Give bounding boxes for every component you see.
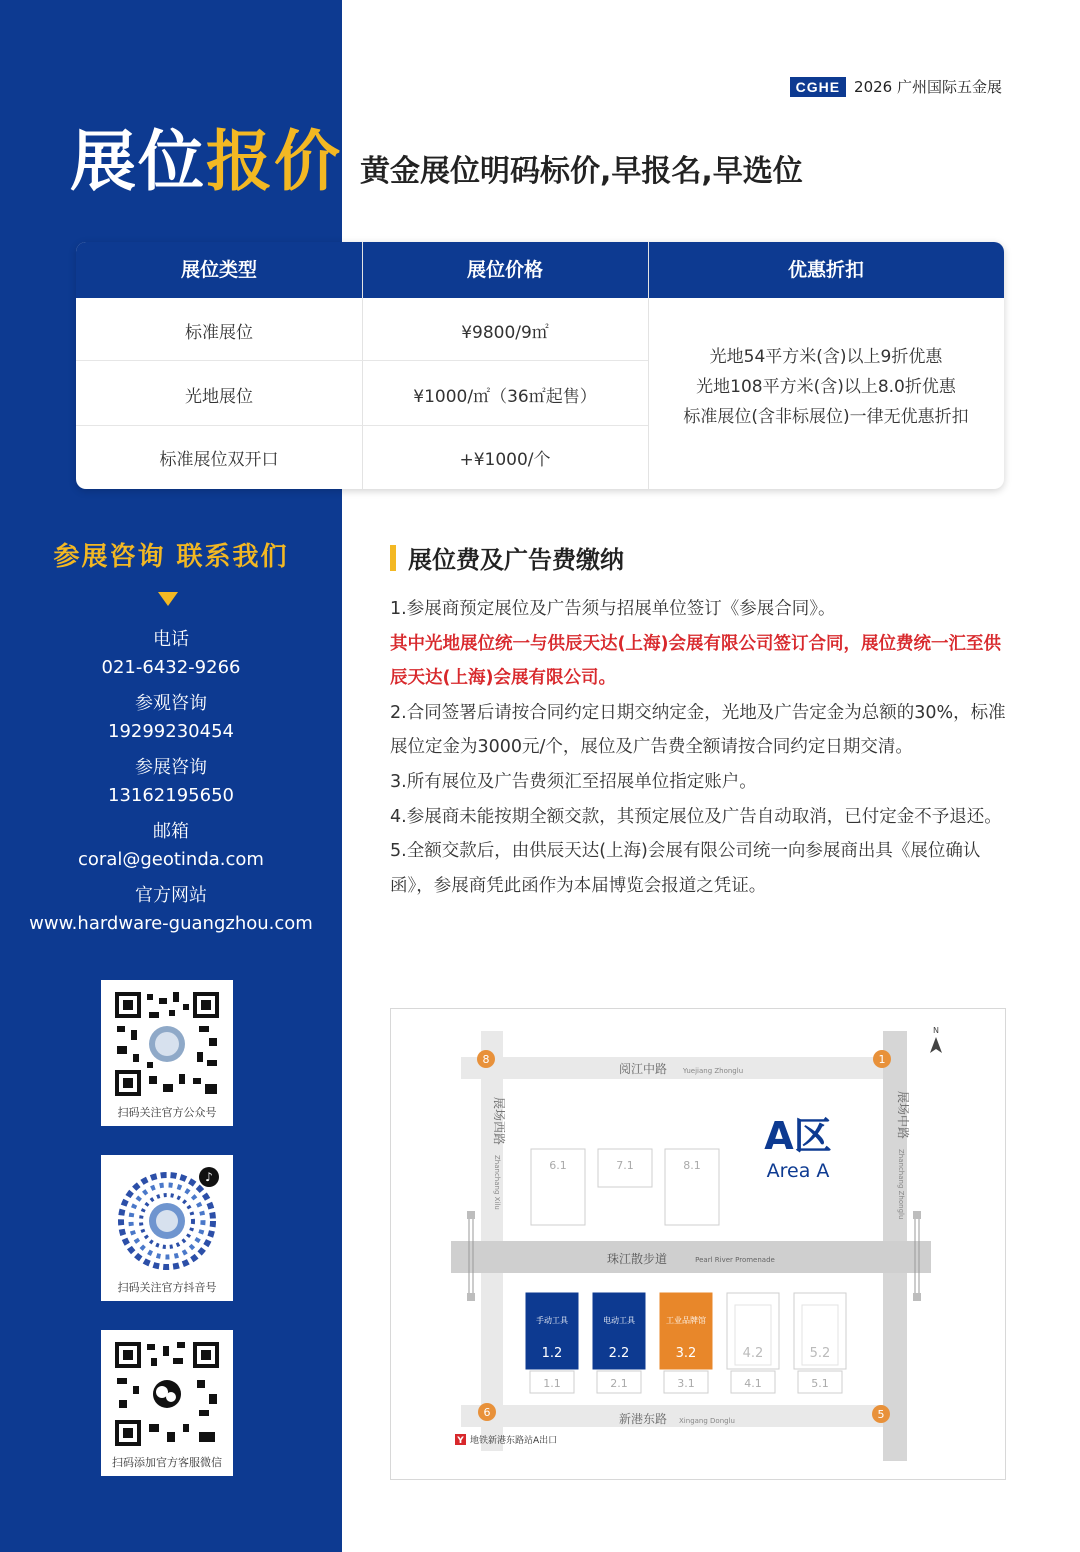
venue-map bbox=[390, 1008, 1006, 1480]
exhibitor-phone-value: 13162195650 bbox=[108, 785, 234, 806]
row1-type: 标准展位 bbox=[185, 323, 253, 343]
row3-price: +¥1000/个 bbox=[459, 450, 551, 470]
discount-cell bbox=[648, 342, 1004, 432]
header-booth-price: 展位价格 bbox=[466, 259, 543, 281]
row2-type: 光地展位 bbox=[185, 387, 253, 407]
arrow-down-icon bbox=[158, 592, 178, 606]
discount-line: 标准展位(含非标展位)一律无优惠折扣 bbox=[683, 407, 969, 427]
road-right-cn: 展场中路 bbox=[896, 1091, 910, 1140]
phone-value: 021-6432-9266 bbox=[101, 657, 241, 678]
row3-type: 标准展位双开口 bbox=[159, 450, 279, 470]
page-title bbox=[70, 122, 342, 202]
hall-label: 5.1 bbox=[811, 1377, 829, 1390]
discount-line: 光地108平方米(含)以上8.0折优惠 bbox=[696, 377, 956, 397]
qr-caption: 扫码关注官方公众号 bbox=[117, 1106, 217, 1119]
metro-exit-label: 地铁新港东路站A出口 bbox=[470, 1436, 558, 1446]
road-top bbox=[461, 1057, 891, 1079]
note-4: 4.参展商未能按期全额交款，其预定展位及广告自动取消，已付定金不予退还。 bbox=[390, 806, 1002, 827]
road-bottom bbox=[461, 1405, 891, 1427]
north-label: N bbox=[933, 1026, 939, 1035]
website-link[interactable]: www.hardware-guangzhou.com bbox=[29, 913, 313, 934]
hall-category-label: 手动工具 bbox=[536, 1316, 568, 1325]
road-right-en: Zhanchang Zhonglu bbox=[897, 1149, 905, 1220]
payment-notes bbox=[390, 592, 1010, 903]
gate-label: 8 bbox=[482, 1053, 490, 1066]
note-3: 3.所有展位及广告费须汇至招展单位指定账户。 bbox=[390, 771, 757, 792]
note-1-highlight: 其中光地展位统一与供辰天达(上海)会展有限公司签订合同，展位费统一汇至供辰天达(上海)会展有限公司。 bbox=[390, 633, 1001, 689]
contact-label: 官方网站 bbox=[135, 885, 207, 906]
contact-list bbox=[0, 626, 342, 946]
price-table bbox=[76, 242, 1004, 489]
hall-label: 1.2 bbox=[541, 1346, 563, 1361]
road-left-cn: 展场西路 bbox=[492, 1097, 506, 1146]
contact-label: 参观咨询 bbox=[135, 693, 207, 714]
contact-label: 参展咨询 bbox=[135, 757, 207, 778]
title-part2: 报价 bbox=[206, 123, 342, 200]
row1-price: ¥9800/9㎡ bbox=[461, 323, 549, 343]
row-divider bbox=[76, 360, 648, 361]
hall-category-label: 工业品牌馆 bbox=[666, 1316, 706, 1325]
road-top-en: Yuejiang Zhonglu bbox=[682, 1067, 744, 1075]
gate-label: 5 bbox=[877, 1408, 885, 1421]
area-label: A区 bbox=[764, 1114, 832, 1158]
road-bottom-en: Xingang Donglu bbox=[679, 1417, 735, 1425]
lower-halls bbox=[526, 1293, 846, 1393]
promenade-cn: 珠江散步道 bbox=[606, 1252, 668, 1266]
header-booth-type: 展位类型 bbox=[180, 259, 257, 281]
qr-code-icon bbox=[113, 990, 221, 1098]
hall-label: 5.2 bbox=[809, 1346, 831, 1361]
contact-title: 参展咨询 联系我们 bbox=[53, 542, 289, 572]
page-subtitle: 黄金展位明码标价,早报名,早选位 bbox=[360, 154, 803, 189]
road-top-cn: 阅江中路 bbox=[618, 1062, 668, 1076]
qr-wechat-service[interactable] bbox=[101, 1330, 233, 1476]
note-2: 2.合同签署后请按合同约定日期交纳定金，光地及广告定金为总额的30%，标准展位定金为3000元/个，展位及广告费全额请按合同约定日期交清。 bbox=[390, 702, 1006, 758]
hall-label: 4.2 bbox=[742, 1346, 764, 1361]
svg-text:♪: ♪ bbox=[205, 1170, 213, 1184]
row2-price: ¥1000/㎡（36㎡起售） bbox=[413, 387, 597, 407]
discount-line: 光地54平方米(含)以上9折优惠 bbox=[709, 347, 943, 367]
visitor-phone-value: 19299230454 bbox=[108, 721, 234, 742]
table-header bbox=[76, 242, 1004, 298]
hall-label: 1.1 bbox=[543, 1377, 561, 1390]
hall-label: 8.1 bbox=[683, 1159, 701, 1172]
qr-wechat-official[interactable] bbox=[101, 980, 233, 1126]
north-arrow-icon bbox=[930, 1037, 942, 1053]
hall-label: 7.1 bbox=[616, 1159, 634, 1172]
qr-caption: 扫码添加官方客服微信 bbox=[112, 1456, 222, 1469]
hall-label: 4.1 bbox=[744, 1377, 762, 1390]
payment-section-title bbox=[390, 540, 624, 575]
promenade-en: Pearl River Promenade bbox=[695, 1256, 775, 1264]
hall-category-label: 电动工具 bbox=[603, 1316, 635, 1325]
gate-label: 6 bbox=[483, 1406, 491, 1419]
brand-header bbox=[790, 76, 1002, 97]
wechat-qr-icon bbox=[113, 1340, 221, 1448]
header-discount: 优惠折扣 bbox=[787, 259, 864, 281]
road-left-en: Zhanchang Xilu bbox=[493, 1155, 501, 1210]
email-link[interactable]: coral@geotinda.com bbox=[78, 849, 264, 870]
qr-douyin-official[interactable] bbox=[101, 1155, 233, 1301]
qr-caption: 扫码关注官方抖音号 bbox=[117, 1281, 217, 1294]
title-part1: 展位 bbox=[70, 123, 206, 200]
hall-label: 3.2 bbox=[675, 1346, 697, 1361]
title-accent-bar bbox=[390, 545, 396, 571]
note-5: 5.全额交款后，由供辰天达(上海)会展有限公司统一向参展商出具《展位确认函》，参展商凭此函作为本届博览会报道之凭证。 bbox=[390, 841, 981, 896]
douyin-qr-icon bbox=[113, 1165, 221, 1273]
brand-badge: CGHE bbox=[790, 77, 846, 97]
row-divider bbox=[76, 425, 648, 426]
hall-label: 2.1 bbox=[610, 1377, 628, 1390]
note-1: 1.参展商预定展位及广告须与招展单位签订《参展合同》。 bbox=[390, 599, 836, 619]
brand-text: 2026 广州国际五金展 bbox=[854, 78, 1002, 96]
contact-label: 电话 bbox=[153, 629, 189, 650]
section-title-text: 展位费及广告费缴纳 bbox=[408, 546, 624, 574]
road-bottom-cn: 新港东路 bbox=[618, 1412, 668, 1426]
contact-label: 邮箱 bbox=[153, 821, 189, 842]
hall-label: 2.2 bbox=[608, 1346, 630, 1361]
area-label-en: Area A bbox=[766, 1160, 830, 1182]
promenade-road bbox=[451, 1241, 931, 1273]
gate-label: 1 bbox=[878, 1053, 886, 1066]
hall-label: 3.1 bbox=[677, 1377, 695, 1390]
metro-icon-letter: Y bbox=[457, 1436, 464, 1446]
hall-label: 6.1 bbox=[549, 1159, 567, 1172]
